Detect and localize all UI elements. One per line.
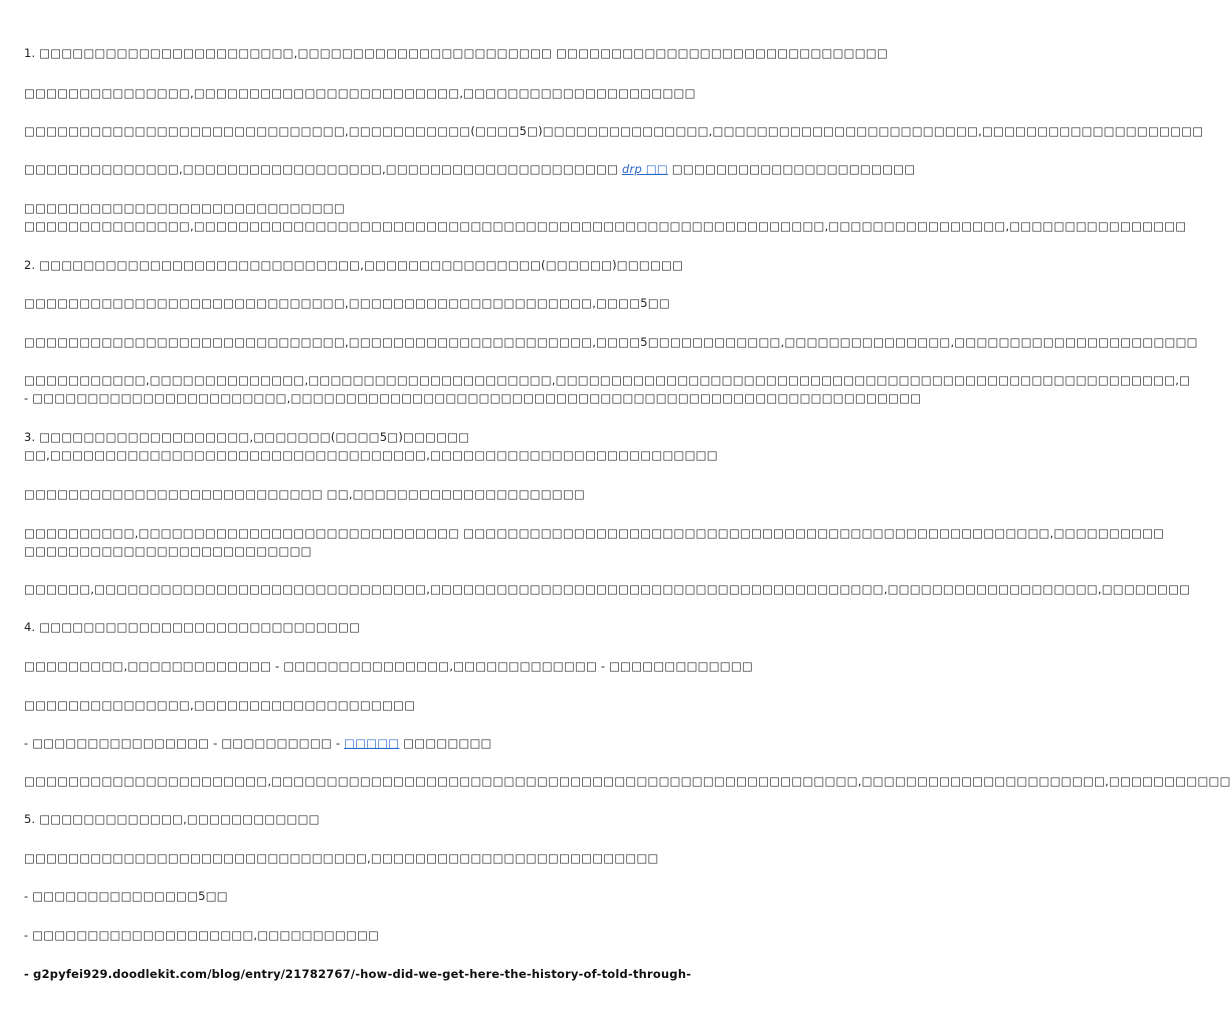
line-4-text-after: □□□□□□□□□□□□□□□□□□□□□□	[667, 162, 916, 176]
paragraph-1-line-5: □□□□□□□□□□□□□□□□□□□□□□□□□□□□□	[24, 201, 345, 215]
paragraph-3-line-2: □□,□□□□□□□□□□□□□□□□□□□□□□□□□□□□□□□□□□,□□□□□□□□□□□□□□□□□□□□□□□□□□	[24, 448, 718, 462]
paragraph-5-line-2: □□□□□□□□□□□□□□□□□□□□□□□□□□□□□□□,□□□□□□□□□□□□□□□□□□□□□□□□□□	[24, 851, 659, 865]
paragraph-3-line-5: □□□□□□□□□□□□□□□□□□□□□□□□□□	[24, 544, 312, 558]
paragraph-1-line-3: □□□□□□□□□□□□□□□□□□□□□□□□□□□□□,□□□□□□□□□□□(□□□□5□)□□□□□□□□□□□□□□□,□□□□□□□□□□□□□□□□□□□□□□□□,□□□□□□□□□□□□□□□□□□□□	[24, 124, 1204, 138]
paragraph-4-line-4	[24, 735, 720, 751]
line-4-text-before: □□□□□□□□□□□□□□,□□□□□□□□□□□□□□□□□□,□□□□□□□□□□□□□□□□□□□□□	[24, 162, 623, 176]
inline-link[interactable]: □□□□□	[344, 736, 400, 750]
paragraph-5-heading: 5. □□□□□□□□□□□□□,□□□□□□□□□□□□	[24, 812, 320, 826]
drp-link[interactable]: drp □□	[622, 162, 668, 176]
paragraph-3-line-6: □□□□□□,□□□□□□□□□□□□□□□□□□□□□□□□□□□□□□,□□□□□□□□□□□□□□□□□□□□□□□□□□□□□□□□□□□□□□□□□,□□□□□□□□□□□□□□□□□□□,□□□□□□□□	[24, 582, 1191, 596]
paragraph-1-line-6: □□□□□□□□□□□□□□□,□□□□□□□□□□□□□□□□□□□□□□□□□□□□□□□□□□□□□□□□□□□□□□□□□□□□□□□□□,□□□□□□□□□□□□□□□□,□□□□□□□□□□□□□□□□	[24, 219, 1187, 233]
paragraph-4-line-3: □□□□□□□□□□□□□□□,□□□□□□□□□□□□□□□□□□□□	[24, 698, 416, 712]
paragraph-4-heading: 4. □□□□□□□□□□□□□□□□□□□□□□□□□□□□□	[24, 620, 361, 634]
paragraph-2-heading: 2. □□□□□□□□□□□□□□□□□□□□□□□□□□□□□,□□□□□□□□□□□□□□□□(□□□□□□)□□□□□□	[24, 258, 684, 272]
paragraph-1-heading: 1. □□□□□□□□□□□□□□□□□□□□□□□,□□□□□□□□□□□□□□□□□□□□□□□ □□□□□□□□□□□□□□□□□□□□□□□□□□□□□□	[24, 46, 888, 60]
paragraph-1-line-2: □□□□□□□□□□□□□□□,□□□□□□□□□□□□□□□□□□□□□□□□,□□□□□□□□□□□□□□□□□□□□□	[24, 86, 696, 100]
paragraph-5-line-4: - □□□□□□□□□□□□□□□□□□□□,□□□□□□□□□□□	[24, 928, 380, 942]
line-21-text-after: □□□□□□□□	[399, 736, 492, 750]
paragraph-4-line-2: □□□□□□□□□,□□□□□□□□□□□□□ - □□□□□□□□□□□□□□□,□□□□□□□□□□□□□ - □□□□□□□□□□□□□	[24, 659, 753, 673]
paragraph-5-line-3: - □□□□□□□□□□□□□□□5□□	[24, 889, 228, 903]
paragraph-3-line-3: □□□□□□□□□□□□□□□□□□□□□□□□□□□ □□,□□□□□□□□□□□□□□□□□□□□□	[24, 487, 585, 501]
paragraph-2-line-5: - □□□□□□□□□□□□□□□□□□□□□□□,□□□□□□□□□□□□□□□□□□□□□□□□□□□□□□□□□□□□□□□□□□□□□□□□□□□□□□□□□	[24, 391, 922, 405]
line-21-text-before: - □□□□□□□□□□□□□□□□ - □□□□□□□□□□ -	[24, 736, 345, 750]
url-line[interactable]: - g2pyfei929.doodlekit.com/blog/entry/21782767/-how-did-we-get-here-the-history-of-told-through-	[24, 967, 692, 981]
paragraph-2-line-3: □□□□□□□□□□□□□□□□□□□□□□□□□□□□□,□□□□□□□□□□□□□□□□□□□□□□,□□□□5□□□□□□□□□□□□,□□□□□□□□□□□□□□□,□□□□□□□□□□□□□□□□□□□□□□	[24, 335, 1198, 349]
paragraph-3-line-4: □□□□□□□□□□,□□□□□□□□□□□□□□□□□□□□□□□□□□□□□ □□□□□□□□□□□□□□□□□□□□□□□□□□□□□□□□□□□□□□□□□□□□□□□□□□□□□,□□□□□□□□□□	[24, 526, 1165, 540]
paragraph-3-heading: 3. □□□□□□□□□□□□□□□□□□□,□□□□□□□(□□□□5□)□□□□□□	[24, 430, 470, 444]
paragraph-2-line-2: □□□□□□□□□□□□□□□□□□□□□□□□□□□□□,□□□□□□□□□□□□□□□□□□□□□□,□□□□5□□	[24, 296, 670, 310]
paragraph-1-line-4	[24, 161, 916, 177]
paragraph-4-line-5: □□□□□□□□□□□□□□□□□□□□□□,□□□□□□□□□□□□□□□□□□□□□□□□□□□□□□□□□□□□□□□□□□□□□□□□□□□□□,□□□□□□□□□□□□□□□□□□□□□□,□□□□□□□□□□□	[24, 774, 1231, 788]
paragraph-2-line-4: □□□□□□□□□□□,□□□□□□□□□□□□□□,□□□□□□□□□□□□□□□□□□□□□□,□□□□□□□□□□□□□□□□□□□□□□□□□□□□□□□□□□□□□□□□□□□□□□□□□□□□□□□□,□	[24, 373, 1191, 387]
